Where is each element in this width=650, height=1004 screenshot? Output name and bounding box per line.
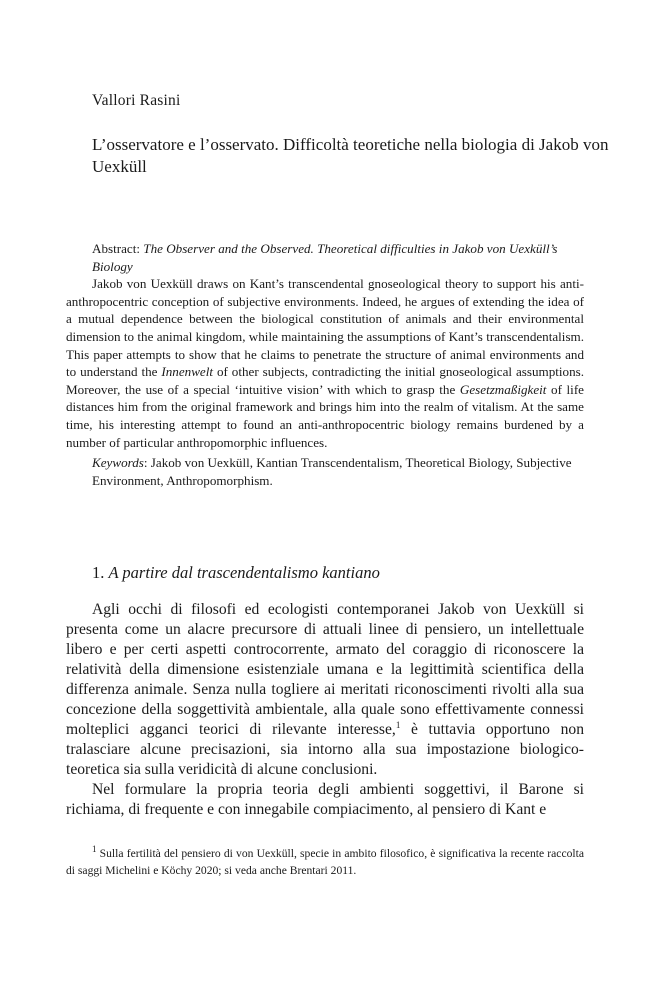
body-text-part: è tuttavia opportuno non tralasciare alcune precisazioni, sia intorno alla sua impostazione biologico-teoretica sia sulla veridicità di alcune conclusioni.	[66, 721, 584, 778]
abstract-english-title: The Observer and the Observed. Theoretical difficulties in Jakob von Uexküll’s Biology	[92, 241, 558, 274]
body-paragraph	[66, 600, 584, 780]
abstract-text	[66, 275, 584, 451]
footnote-body: Sulla fertilità del pensiero di von Uexküll, specie in ambito filosofico, è significativa la recente raccolta di saggi Michelini e Köchy 2020; si veda anche Brentari 2011.	[66, 847, 584, 877]
footnote	[66, 845, 584, 879]
footnote-text	[66, 845, 584, 879]
footnote-number: 1	[92, 844, 97, 855]
body-paragraph	[66, 780, 584, 820]
body-text	[66, 600, 584, 820]
paper-title: L’osservatore e l’osservato. Difficoltà teoretiche nella biologia di Jakob von Uexküll	[92, 135, 609, 176]
abstract-text-part: of life distances him from the original framework and brings him into the realm of vitalism. At the same time, his interesting attempt to found an anti-anthropocentric biology remains burdened by a number of particular anthropomorphic influences.	[66, 381, 584, 450]
keywords-label: Keywords	[92, 455, 144, 471]
author-name: Vallori Rasini	[92, 92, 181, 109]
abstract-label: Abstract:	[92, 241, 144, 256]
section-title: A partire dal trascendentalismo kantiano	[108, 563, 380, 582]
abstract-block	[66, 240, 584, 489]
abstract-heading	[66, 240, 584, 275]
section-number: 1.	[92, 563, 109, 582]
body-text-part: Nel formulare la propria teoria degli ambienti soggettivi, il Barone si richiama, di frequente e con innegabile compiacimento, al pensiero di Kant e	[66, 781, 584, 818]
abstract-term-gesetz: Gesetzmaßigkeit	[459, 381, 547, 397]
footnote-ref: 1	[395, 719, 401, 730]
section-heading	[92, 563, 380, 583]
abstract-text-part: Jakob von Uexküll draws on Kant’s transcendental gnoseological theory to support his anti-anthropocentric conception of subjective environments. Indeed, he argues of extending the idea of a mutual dependence between the biological constitution of animals and their environmental dimension to the animal kingdom, while maintaining the assumptions of Kant’s transcendentalism. This paper attempts to show that he claims to penetrate the structure of animal environments and to understand the	[66, 276, 584, 380]
abstract-text-part: of other subjects, contradicting the initial gnoseological assumptions. Moreover, the use of a special ‘intuitive vision’ with which to grasp the	[66, 364, 585, 397]
body-text-part: Agli occhi di filosofi ed ecologisti contemporanei Jakob von Uexküll si presenta come un alacre precursore di attuali linee di pensiero, un intellettuale libero e per certi aspetti controcorrente, armato del coraggio di riconoscere la relatività della dimensione esistenziale umana e la legittimità scientifica della differenza animale. Senza nulla togliere ai meritati riconoscimenti rivolti alla sua concezione della soggettività ambientale, alla quale sono effettivamente connessi molteplici agganci teorici di rilevante interesse,	[66, 601, 584, 738]
keywords-list: : Jakob von Uexküll, Kantian Transcendentalism, Theoretical Biology, Subjective Environment, Anthropomorphism.	[92, 455, 572, 488]
abstract-term-innenwelt: Innenwelt	[161, 364, 214, 380]
keywords-line	[66, 454, 584, 489]
